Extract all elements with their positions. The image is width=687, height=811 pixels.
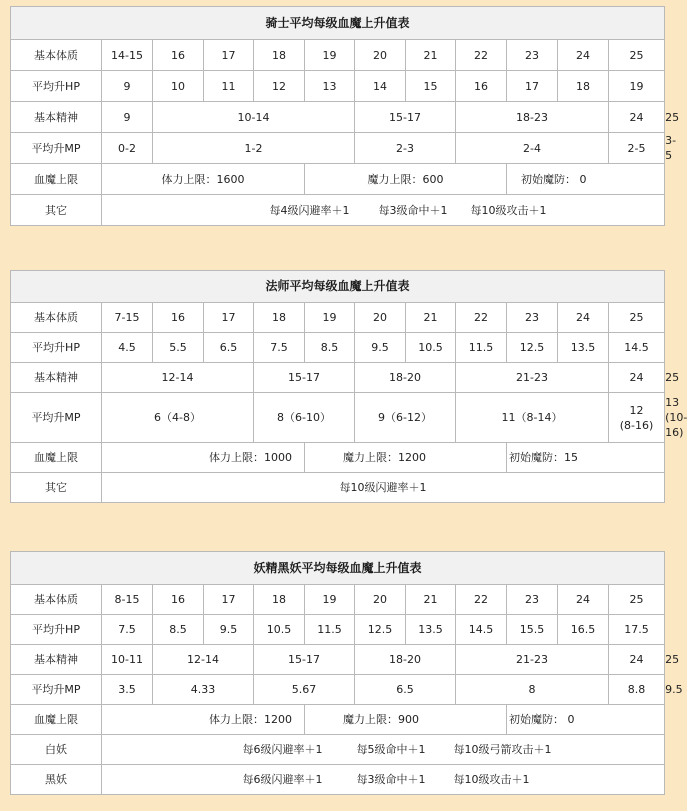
con-cell: 19: [305, 40, 355, 71]
mp-range: (8-16): [619, 418, 654, 432]
mp-cell: 2-5: [609, 133, 665, 164]
con-cell: 7-15: [102, 303, 153, 333]
hp-cell: 18: [558, 71, 609, 102]
spi-cell: 15-17: [254, 363, 355, 393]
hp-cell: 6.5: [204, 333, 254, 363]
row-label-hp: 平均升HP: [11, 615, 102, 645]
black-elf-cell: [102, 765, 665, 795]
spi-cell: 12-14: [153, 645, 254, 675]
row-label-spi: 基本精神: [11, 102, 102, 133]
knight-table-title: 骑士平均每级血魔上升值表: [11, 7, 665, 40]
row-label-con: 基本体质: [11, 303, 102, 333]
mp-avg: 12: [629, 403, 644, 417]
row-label-white-elf: 白妖: [11, 735, 102, 765]
other-cell: [102, 195, 665, 226]
hp-cell: 17: [507, 71, 558, 102]
other-cell: 每10级闪避率＋1: [102, 473, 665, 503]
spi-cell: 10-14: [153, 102, 355, 133]
init-def-cell: 初始魔防：15: [507, 443, 665, 473]
con-cell: 20: [355, 303, 406, 333]
spi-cell: 21-23: [456, 645, 609, 675]
hp-cell: 13: [305, 71, 355, 102]
hp-cell: 4.5: [102, 333, 153, 363]
row-label-black-elf: 黑妖: [11, 765, 102, 795]
con-cell: 18: [254, 585, 305, 615]
limit-hp-cell: 体力上限：1600: [102, 164, 305, 195]
hp-cell: 17.5: [609, 615, 665, 645]
mp-cell: 4.33: [153, 675, 254, 705]
spi-cell: 24: [609, 363, 665, 393]
row-label-con: 基本体质: [11, 585, 102, 615]
hp-cell: 9.5: [204, 615, 254, 645]
con-cell: 19: [305, 585, 355, 615]
hp-cell: 14.5: [609, 333, 665, 363]
con-cell: 22: [456, 585, 507, 615]
black-bonus: 每6级闪避率＋1: [242, 773, 323, 786]
hp-cell: 19: [609, 71, 665, 102]
limit-hp-cell: 体力上限：1200: [102, 705, 305, 735]
con-cell: 17: [204, 40, 254, 71]
mage-table: 法师平均每级血魔上升值表 基本体质 7-15 16 17 18 19 20 21 22 23 24 25 平均升HP 4.5 5.5 6.5 7.5 8.5 9.5 10.5 11.5 12.5 13.5 14.5 基本精神 12-14 15-17 18-20 21-23 24 25 平均升MP 6（4-8） 8（6-10） 9（6-12） 11（8-14） 12 (8-16) 13 (10-16) 血魔上限 体力上限：1000 魔力上限：1200 初始魔防：15 其它 每10级闪避率＋1: [10, 270, 665, 503]
init-def-cell: 初始魔防： 0: [507, 705, 665, 735]
con-cell: 20: [355, 585, 406, 615]
elf-table: 妖精黑妖平均每级血魔上升值表 基本体质 8-15 16 17 18 19 20 21 22 23 24 25 平均升HP 7.5 8.5 9.5 10.5 11.5 12.5 13.5 14.5 15.5 16.5 17.5 基本精神 10-11 12-14 15-17 18-20 21-23 24 25 平均升MP 3.5 4.33 5.67 6.5 8 8.8 9.5 血魔上限 体力上限：1200 魔力上限：900 初始魔防： 0 白妖 每6级闪避率＋1 每5级命中＋1 每10级弓箭攻击＋1 黑妖 每6级闪避率＋1 每3级命中＋1 每10级攻击＋1: [10, 551, 665, 795]
spi-cell: 18-20: [355, 363, 456, 393]
hp-cell: 10.5: [406, 333, 456, 363]
con-cell: 23: [507, 585, 558, 615]
mp-cell: 1-2: [153, 133, 355, 164]
row-label-other: 其它: [11, 473, 102, 503]
white-bonus: 每5级命中＋1: [356, 743, 426, 756]
row-label-hp: 平均升HP: [11, 333, 102, 363]
con-cell: 25: [609, 40, 665, 71]
con-cell: 24: [558, 303, 609, 333]
mp-cell: 2-3: [355, 133, 456, 164]
limit-mp-cell: 魔力上限：900: [305, 705, 507, 735]
spi-cell: 12-14: [102, 363, 254, 393]
row-label-spi: 基本精神: [11, 645, 102, 675]
con-cell: 25: [609, 585, 665, 615]
limit-mp-cell: 魔力上限：600: [305, 164, 507, 195]
hp-cell: 10.5: [254, 615, 305, 645]
hp-cell: 11.5: [305, 615, 355, 645]
white-elf-cell: [102, 735, 665, 765]
con-cell: 19: [305, 303, 355, 333]
hp-cell: 16: [456, 71, 507, 102]
row-label-limit: 血魔上限: [11, 164, 102, 195]
spi-cell: 15-17: [254, 645, 355, 675]
white-bonus: 每10级弓箭攻击＋1: [453, 743, 552, 756]
hp-cell: 15: [406, 71, 456, 102]
con-cell: 23: [507, 40, 558, 71]
other-bonus: 每10级攻击＋1: [470, 203, 547, 217]
mage-table-title: 法师平均每级血魔上升值表: [11, 271, 665, 303]
con-cell: 24: [558, 40, 609, 71]
hp-cell: 5.5: [153, 333, 204, 363]
white-bonus: 每6级闪避率＋1: [242, 743, 323, 756]
con-cell: 17: [204, 303, 254, 333]
con-cell: 20: [355, 40, 406, 71]
other-bonus: 每3级命中＋1: [378, 203, 448, 217]
con-cell: 16: [153, 303, 204, 333]
mp-cell: 3.5: [102, 675, 153, 705]
con-cell: 25: [609, 303, 665, 333]
row-label-mp: 平均升MP: [11, 133, 102, 164]
mp-cell: 8: [456, 675, 609, 705]
spi-cell: 9: [102, 102, 153, 133]
con-cell: 21: [406, 40, 456, 71]
con-cell: 16: [153, 40, 204, 71]
hp-cell: 7.5: [254, 333, 305, 363]
row-label-other: 其它: [11, 195, 102, 226]
con-cell: 21: [406, 303, 456, 333]
con-cell: 22: [456, 303, 507, 333]
con-cell: 22: [456, 40, 507, 71]
hp-cell: 12: [254, 71, 305, 102]
hp-cell: 8.5: [305, 333, 355, 363]
hp-cell: 10: [153, 71, 204, 102]
elf-table-title: 妖精黑妖平均每级血魔上升值表: [11, 552, 665, 585]
hp-cell: 7.5: [102, 615, 153, 645]
row-label-con: 基本体质: [11, 40, 102, 71]
con-cell: 24: [558, 585, 609, 615]
mp-cell: 5.67: [254, 675, 355, 705]
mp-cell: [609, 393, 665, 443]
row-label-hp: 平均升HP: [11, 71, 102, 102]
mp-cell: 2-4: [456, 133, 609, 164]
black-bonus: 每3级命中＋1: [356, 773, 426, 786]
hp-cell: 14: [355, 71, 406, 102]
spi-cell: 15-17: [355, 102, 456, 133]
mp-cell: 0-2: [102, 133, 153, 164]
hp-cell: 8.5: [153, 615, 204, 645]
con-cell: 23: [507, 303, 558, 333]
mp-cell: 6.5: [355, 675, 456, 705]
spi-cell: 24: [609, 645, 665, 675]
limit-hp-cell: 体力上限：1000: [102, 443, 305, 473]
row-label-mp: 平均升MP: [11, 675, 102, 705]
row-label-mp: 平均升MP: [11, 393, 102, 443]
mp-cell: 9（6-12）: [355, 393, 456, 443]
con-cell: 17: [204, 585, 254, 615]
limit-mp-cell: 魔力上限：1200: [305, 443, 507, 473]
con-cell: 21: [406, 585, 456, 615]
hp-cell: 13.5: [558, 333, 609, 363]
spi-cell: 18-23: [456, 102, 609, 133]
black-bonus: 每10级攻击＋1: [453, 773, 530, 786]
hp-cell: 9: [102, 71, 153, 102]
con-cell: 14-15: [102, 40, 153, 71]
spi-cell: 18-20: [355, 645, 456, 675]
con-cell: 8-15: [102, 585, 153, 615]
hp-cell: 11.5: [456, 333, 507, 363]
hp-cell: 14.5: [456, 615, 507, 645]
hp-cell: 15.5: [507, 615, 558, 645]
hp-cell: 13.5: [406, 615, 456, 645]
mp-cell: 11（8-14）: [456, 393, 609, 443]
row-label-spi: 基本精神: [11, 363, 102, 393]
other-bonus: 每4级闪避率＋1: [269, 203, 350, 217]
con-cell: 18: [254, 40, 305, 71]
hp-cell: 12.5: [355, 615, 406, 645]
init-def-cell: 初始魔防： 0: [507, 164, 665, 195]
spi-cell: 21-23: [456, 363, 609, 393]
spi-cell: 10-11: [102, 645, 153, 675]
hp-cell: 12.5: [507, 333, 558, 363]
hp-cell: 16.5: [558, 615, 609, 645]
mp-cell: 8（6-10）: [254, 393, 355, 443]
hp-cell: 9.5: [355, 333, 406, 363]
row-label-limit: 血魔上限: [11, 443, 102, 473]
con-cell: 16: [153, 585, 204, 615]
knight-table: 骑士平均每级血魔上升值表 基本体质 14-15 16 17 18 19 20 21 22 23 24 25 平均升HP 9 10 11 12 13 14 15 16 17 18 19 基本精神 9 10-14 15-17 18-23 24 25 平均升MP 0-2 1-2 2-3 2-4 2-5 3-5 血魔上限 体力上限：1600 魔力上限：600 初始魔防： 0 其它 每4级闪避率＋1 每3级命中＋1 每10级攻击＋1: [10, 6, 665, 226]
row-label-limit: 血魔上限: [11, 705, 102, 735]
mp-cell: 8.8: [609, 675, 665, 705]
con-cell: 18: [254, 303, 305, 333]
spi-cell: 24: [609, 102, 665, 133]
mp-cell: 6（4-8）: [102, 393, 254, 443]
hp-cell: 11: [204, 71, 254, 102]
